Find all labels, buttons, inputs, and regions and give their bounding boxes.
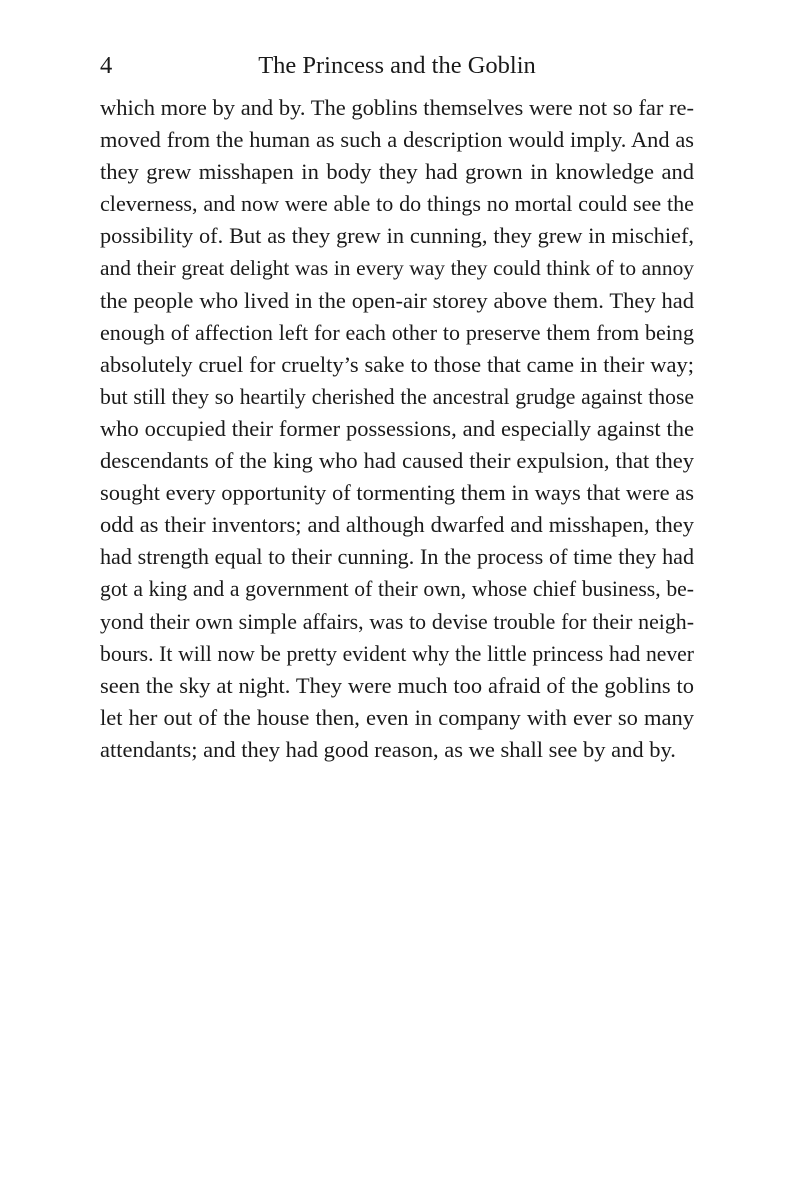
- text-line: descendants of the king who had caused their expulsion, that they: [100, 448, 694, 474]
- text-line: bours. It will now be pretty evident why the little princess had never: [100, 641, 694, 666]
- text-line: moved from the human as such a description would imply. And as: [100, 127, 694, 153]
- text-line: which more by and by. The goblins themselves were not so far re-: [100, 95, 694, 120]
- text-line: let her out of the house then, even in company with ever so many: [100, 704, 694, 730]
- text-line: seen the sky at night. They were much too afraid of the goblins to: [100, 672, 694, 698]
- text-line: sought every opportunity of tormenting them in ways that were as: [100, 480, 694, 506]
- text-line: the people who lived in the open-air storey above them. They had: [100, 287, 694, 313]
- text-line: who occupied their former possessions, and especially against the: [100, 415, 694, 441]
- text-line: cleverness, and now were able to do things no mortal could see the: [100, 191, 694, 217]
- text-line: attendants; and they had good reason, as we shall see by and by.: [100, 736, 676, 762]
- text-line: had strength equal to their cunning. In the process of time they had: [100, 544, 694, 570]
- text-line: absolutely cruel for cruelty’s sake to those that came in their way;: [100, 351, 694, 377]
- text-line: possibility of. But as they grew in cunning, they grew in mischief,: [100, 223, 694, 249]
- body-paragraph: [100, 92, 694, 766]
- page-number: 4: [100, 52, 113, 79]
- running-head: [100, 50, 694, 82]
- text-line: but still they so heartily cherished the ancestral grudge against those: [100, 384, 694, 409]
- text-line: and their great delight was in every way they could think of to annoy: [100, 256, 694, 281]
- book-title: The Princess and the Goblin: [258, 52, 536, 79]
- text-line: odd as their inventors; and although dwarfed and misshapen, they: [100, 512, 694, 538]
- text-line: enough of affection left for each other to preserve them from being: [100, 319, 694, 345]
- text-line: they grew misshapen in body they had grown in knowledge and: [100, 159, 694, 185]
- text-line: got a king and a government of their own, whose chief business, be-: [100, 577, 694, 602]
- text-line: yond their own simple affairs, was to devise trouble for their neigh-: [100, 609, 694, 634]
